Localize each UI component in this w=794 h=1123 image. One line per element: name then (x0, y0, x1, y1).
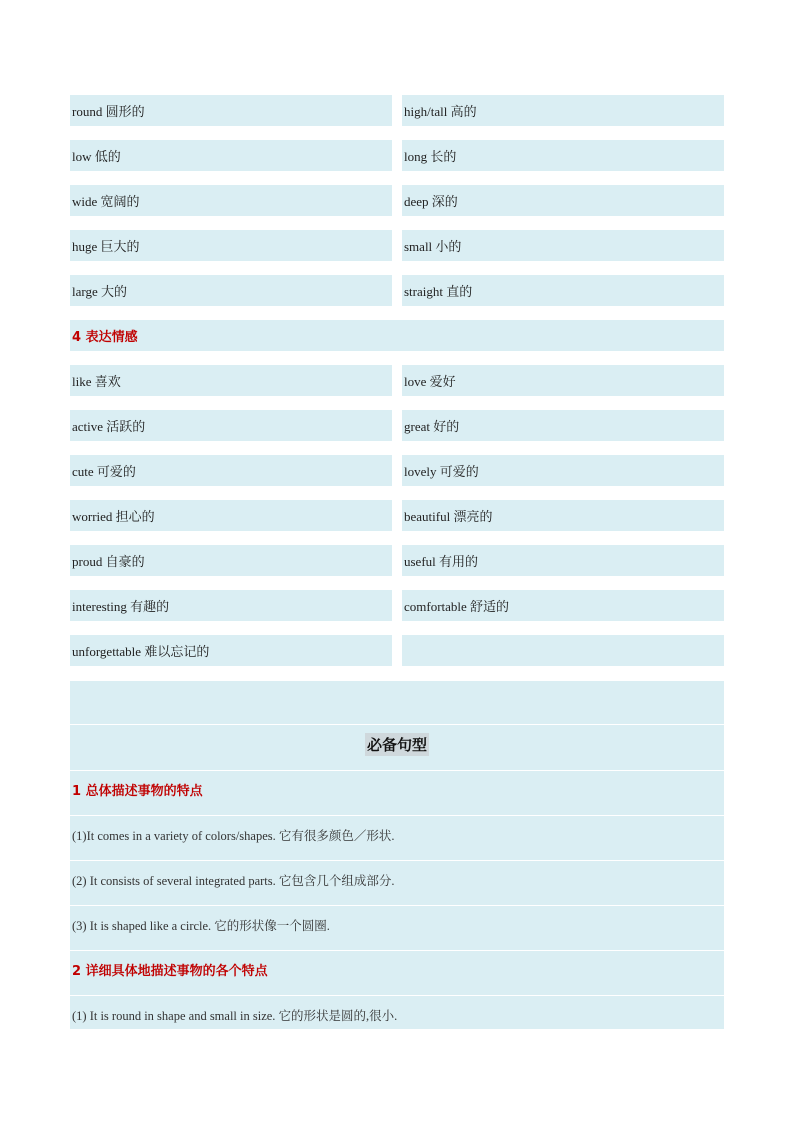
sentence-item: (3) It is shaped like a circle. 它的形状像一个圆圈. (72, 919, 330, 933)
vocab-cell: straight 直的 (402, 275, 724, 306)
section-heading-emotions: 4 表达情感 (70, 320, 724, 351)
vocab-cell: lovely 可爱的 (402, 455, 724, 486)
row-divider (70, 995, 724, 996)
row-divider (70, 724, 724, 725)
vocab-cell: love 爱好 (402, 365, 724, 396)
sentence-item: (2) It consists of several integrated parts. 它包含几个组成部分. (72, 874, 395, 888)
row-divider (70, 905, 724, 906)
vocab-cell: worried 担心的 (70, 500, 392, 531)
page-title (0, 733, 794, 756)
row-divider (70, 950, 724, 951)
vocab-cell-empty (402, 635, 724, 666)
row-divider (70, 815, 724, 816)
vocab-cell: great 好的 (402, 410, 724, 441)
vocab-cell: wide 宽阔的 (70, 185, 392, 216)
vocab-cell: comfortable 舒适的 (402, 590, 724, 621)
sentence-item: (1) It is round in shape and small in size. 它的形状是圆的,很小. (72, 1009, 398, 1023)
section-heading-detailed: 2 详细具体地描述事物的各个特点 (72, 964, 268, 979)
vocab-cell: deep 深的 (402, 185, 724, 216)
page-title-text: 必备句型 (365, 733, 429, 756)
vocab-cell: high/tall 高的 (402, 95, 724, 126)
vocab-cell: interesting 有趣的 (70, 590, 392, 621)
row-divider (70, 770, 724, 771)
vocab-cell: cute 可爱的 (70, 455, 392, 486)
sentence-item: (1)It comes in a variety of colors/shapes. 它有很多颜色／形状. (72, 829, 395, 843)
vocab-cell: long 长的 (402, 140, 724, 171)
vocab-table (70, 95, 724, 666)
vocab-cell: useful 有用的 (402, 545, 724, 576)
vocab-cell: large 大的 (70, 275, 392, 306)
vocab-cell: round 圆形的 (70, 95, 392, 126)
vocab-cell: active 活跃的 (70, 410, 392, 441)
vocab-cell: small 小的 (402, 230, 724, 261)
vocab-cell: unforgettable 难以忘记的 (70, 635, 392, 666)
vocab-cell: low 低的 (70, 140, 392, 171)
vocab-cell: proud 自豪的 (70, 545, 392, 576)
row-divider (70, 860, 724, 861)
vocab-cell: huge 巨大的 (70, 230, 392, 261)
section-heading-overall: 1 总体描述事物的特点 (72, 784, 203, 799)
vocab-cell: beautiful 漂亮的 (402, 500, 724, 531)
vocab-cell: like 喜欢 (70, 365, 392, 396)
